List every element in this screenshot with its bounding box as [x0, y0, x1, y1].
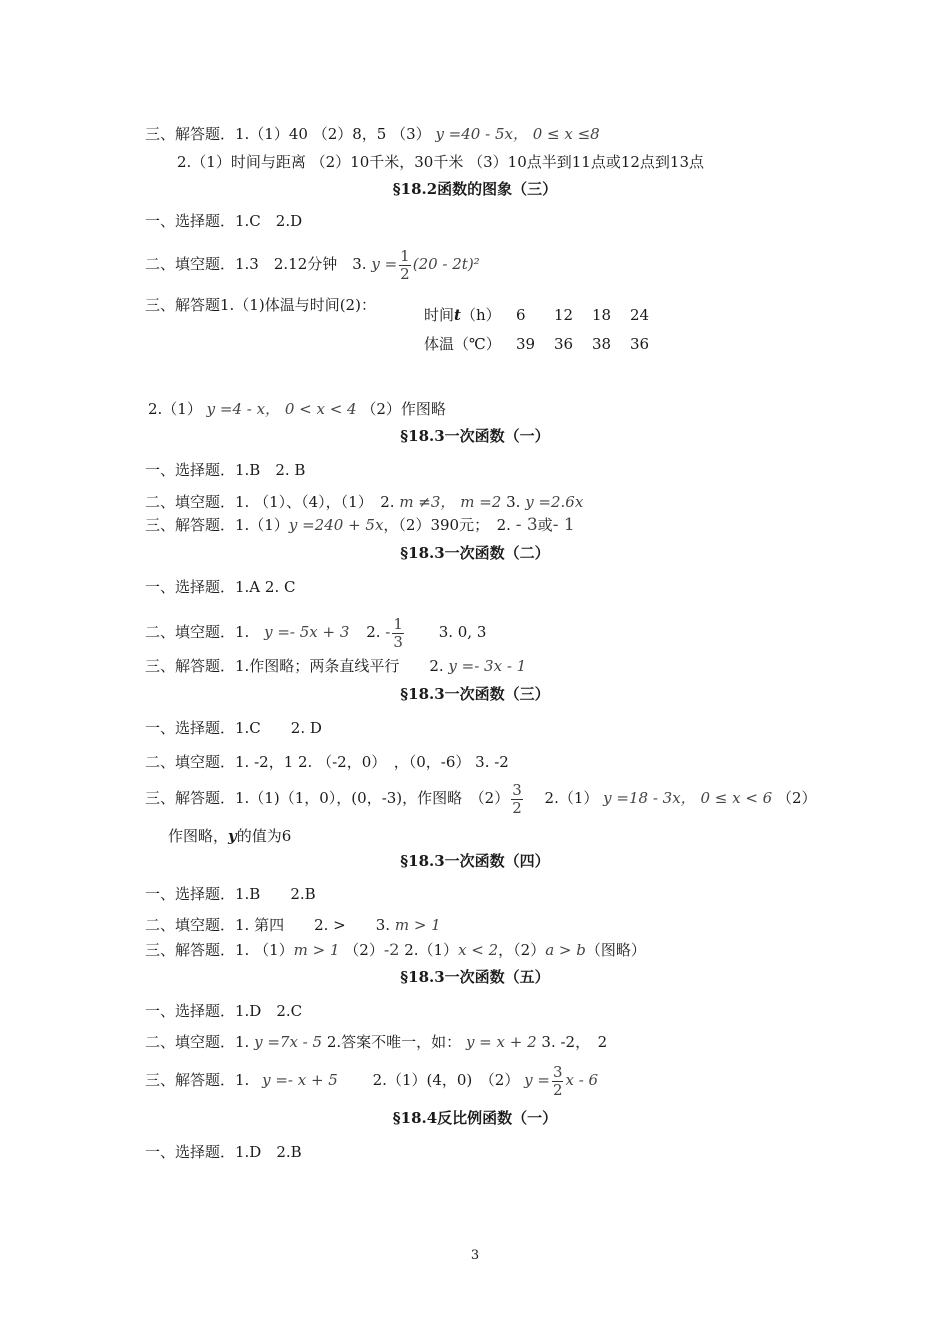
- page-number: 3: [470, 1248, 480, 1263]
- answer-line: 三、解答题1.（1)体温与时间(2)：: [145, 296, 376, 314]
- answer-line: 三、解答题．1.（1）y =240 + 5x，（2）390元； 2. - 3或- 1: [145, 515, 575, 535]
- answer-line: 三、解答题．1. （1）m > 1 （2）-2 2.（1）x < 2，（2）a > b（图略）: [145, 940, 646, 959]
- answer-line: 三、解答题．1.作图略；两条直线平行 2. y =- 3x - 1: [145, 657, 527, 675]
- section-title: §18.2函数的图象（三）: [392, 180, 558, 198]
- fraction: $\frac{3}{2}$: [552, 1062, 563, 1099]
- answer-line: 三、解答题．1.（1）40 （2）8，5 （3） y =40 - 5x， 0 ≤ x ≤8: [145, 125, 600, 143]
- table-row: 时间t（h） 6 12 18 24: [424, 305, 650, 324]
- section-title: §18.3一次函数（二）: [400, 544, 550, 562]
- answer-line: 作图略，y的值为6: [168, 827, 292, 845]
- fill-line: 二、填空题．1. （1）、（4），（1） 2. m ≠3， m =2 3. y =2.6x: [145, 493, 584, 511]
- equation: y =40 - 5x，: [435, 125, 528, 143]
- temperature-table: [424, 300, 668, 358]
- fraction: $\frac{1}{3}$: [393, 614, 403, 651]
- answer-line: 三、解答题．1. y =- x + 5 2.（1）(4，0) （2） y = $\frac{3}{2}$ x - 6: [145, 1062, 599, 1099]
- fill-line: 二、填空题．1. -2，1 2. （-2，0） ，（0，-6） 3. -2: [145, 753, 509, 771]
- choice-line: 一、选择题．1.A 2. C: [145, 578, 296, 596]
- fraction: $\frac{3}{2}$: [512, 780, 522, 817]
- section-title: §18.3一次函数（五）: [400, 968, 550, 986]
- section-title: §18.4反比例函数（一）: [392, 1109, 558, 1127]
- table-row: 体温（℃） 39 36 38 36: [424, 334, 650, 353]
- choice-line: 一、选择题．1.B 2. B: [145, 461, 306, 479]
- fill-line: 二、填空题．1. y =7x - 5 2.答案不唯一，如： y = x + 2 3. -2， 2: [145, 1033, 608, 1051]
- fill-line: 二、填空题．1. y =- 5x + 3 2. - $\frac{1}{3}$ 3. 0, 3: [145, 614, 487, 651]
- choice-line: 一、选择题．1.C 2. D: [145, 719, 322, 737]
- choice-line: 一、选择题．1.C 2.D: [145, 212, 303, 230]
- answer-line: 2.（1）时间与距离 （2）10千米，30千米 （3）10点半到11点或12点到13点: [177, 153, 705, 171]
- answer-line: 三、解答题．1.（1)（1，0），(0，-3)，作图略 （2） $\frac{3}{2}$ 2.（1） y =18 - 3x， 0 ≤ x < 6 （2）: [145, 780, 817, 817]
- answer-line: 2.（1） y =4 - x， 0 < x < 4 （2）作图略: [148, 400, 446, 418]
- choice-line: 一、选择题．1.B 2.B: [145, 885, 316, 903]
- section-title: §18.3一次函数（四）: [400, 852, 550, 870]
- fill-line: 二、填空题．1. 第四 2. > 3. m > 1: [145, 916, 441, 934]
- section-title: §18.3一次函数（一）: [400, 427, 550, 445]
- range: 0 ≤ x ≤8: [532, 125, 600, 143]
- choice-line: 一、选择题．1.D 2.C: [145, 1002, 303, 1020]
- section-title: §18.3一次函数（三）: [400, 685, 550, 703]
- fill-line: 二、填空题．1.3 2.12分钟 3. y = $\frac{1}{2}$ (20 - 2t)²: [145, 246, 480, 283]
- choice-line: 一、选择题．1.D 2.B: [145, 1143, 302, 1161]
- fraction: $\frac{1}{2}$: [400, 246, 410, 283]
